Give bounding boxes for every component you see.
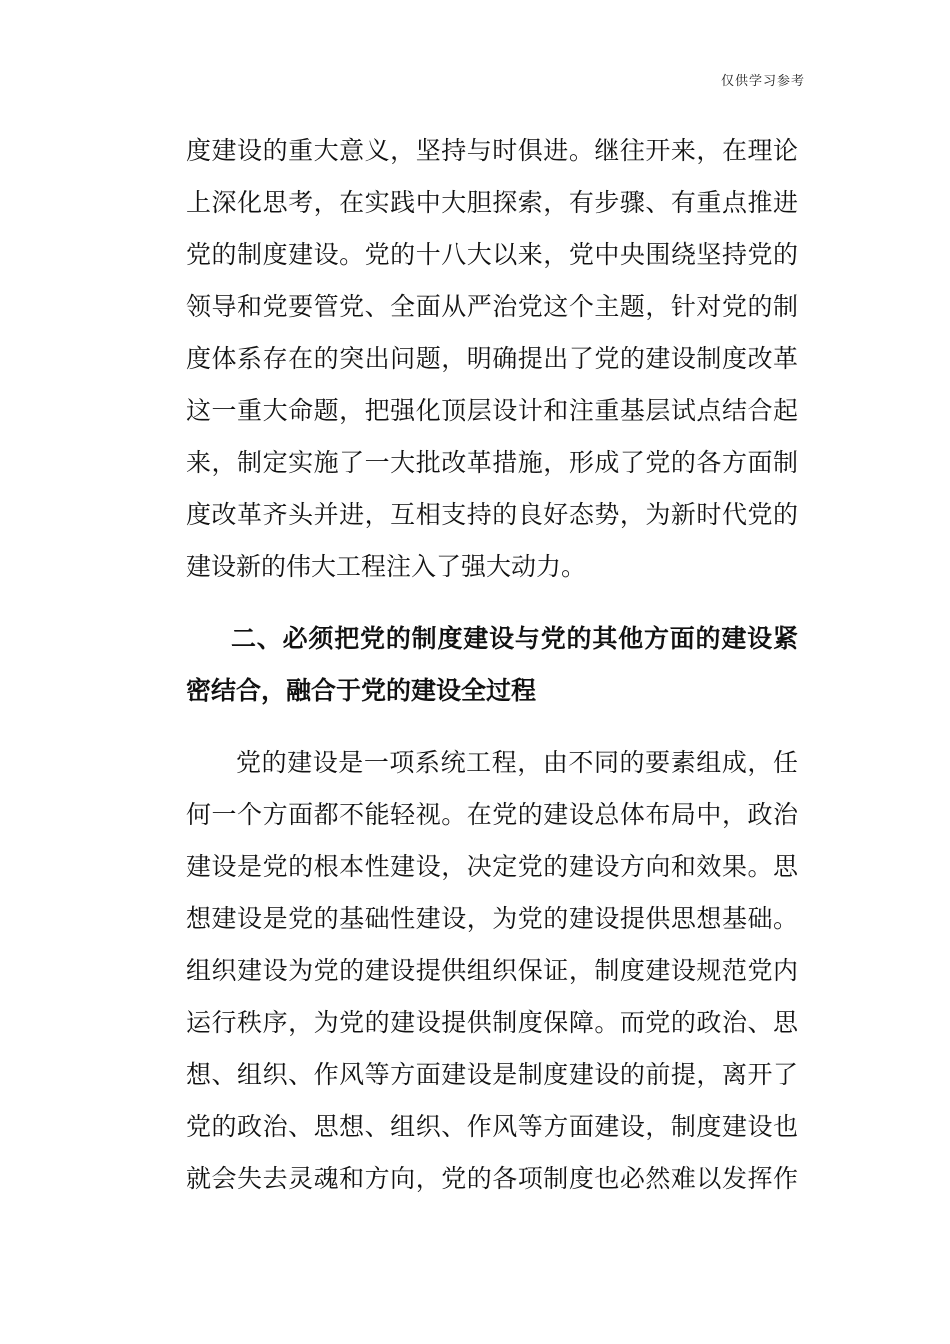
paragraph-1-line: 党的制度建设。党的十八大以来，党中央围绕坚持党的 [186, 240, 798, 269]
header-note: 仅供学习参考 [720, 74, 805, 89]
paragraph-1-line: 来，制定实施了一大批改革措施，形成了党的各方面制 [186, 448, 798, 477]
paragraph-1-line: 这一重大命题，把强化顶层设计和注重基层试点结合起 [186, 396, 798, 425]
paragraph-2-line: 就会失去灵魂和方向，党的各项制度也必然难以发挥作 [186, 1164, 798, 1193]
paragraph-2 [186, 737, 798, 1205]
paragraph-1-line: 领导和党要管党、全面从严治党这个主题，针对党的制 [186, 292, 798, 321]
paragraph-2-line: 何一个方面都不能轻视。在党的建设总体布局中，政治 [186, 800, 798, 829]
paragraph-1 [186, 125, 798, 593]
paragraph-2-line: 想建设是党的基础性建设，为党的建设提供思想基础。 [186, 904, 798, 933]
paragraph-1-line: 度建设的重大意义，坚持与时俱进。继往开来，在理论 [186, 136, 798, 165]
paragraph-2-line: 党的建设是一项系统工程，由不同的要素组成，任 [236, 748, 798, 777]
paragraph-2-line: 建设是党的根本性建设，决定党的建设方向和效果。思 [186, 852, 798, 881]
section-heading-line: 二、必须把党的制度建设与党的其他方面的建设紧 [231, 624, 798, 653]
document-body [186, 125, 798, 1205]
paragraph-1-line: 上深化思考，在实践中大胆探索，有步骤、有重点推进 [186, 188, 798, 217]
paragraph-1-line: 度体系存在的突出问题，明确提出了党的建设制度改革 [186, 344, 798, 373]
paragraph-1-line: 建设新的伟大工程注入了强大动力。 [186, 552, 587, 581]
paragraph-2-line: 想、组织、作风等方面建设是制度建设的前提，离开了 [186, 1060, 798, 1089]
paragraph-2-line: 党的政治、思想、组织、作风等方面建设，制度建设也 [186, 1112, 798, 1141]
section-heading [186, 613, 798, 717]
paragraph-1-line: 度改革齐头并进，互相支持的良好态势，为新时代党的 [186, 500, 798, 529]
paragraph-2-line: 运行秩序，为党的建设提供制度保障。而党的政治、思 [186, 1008, 798, 1037]
paragraph-2-line: 组织建设为党的建设提供组织保证，制度建设规范党内 [186, 956, 798, 985]
section-heading-line: 密结合，融合于党的建设全过程 [186, 676, 537, 705]
